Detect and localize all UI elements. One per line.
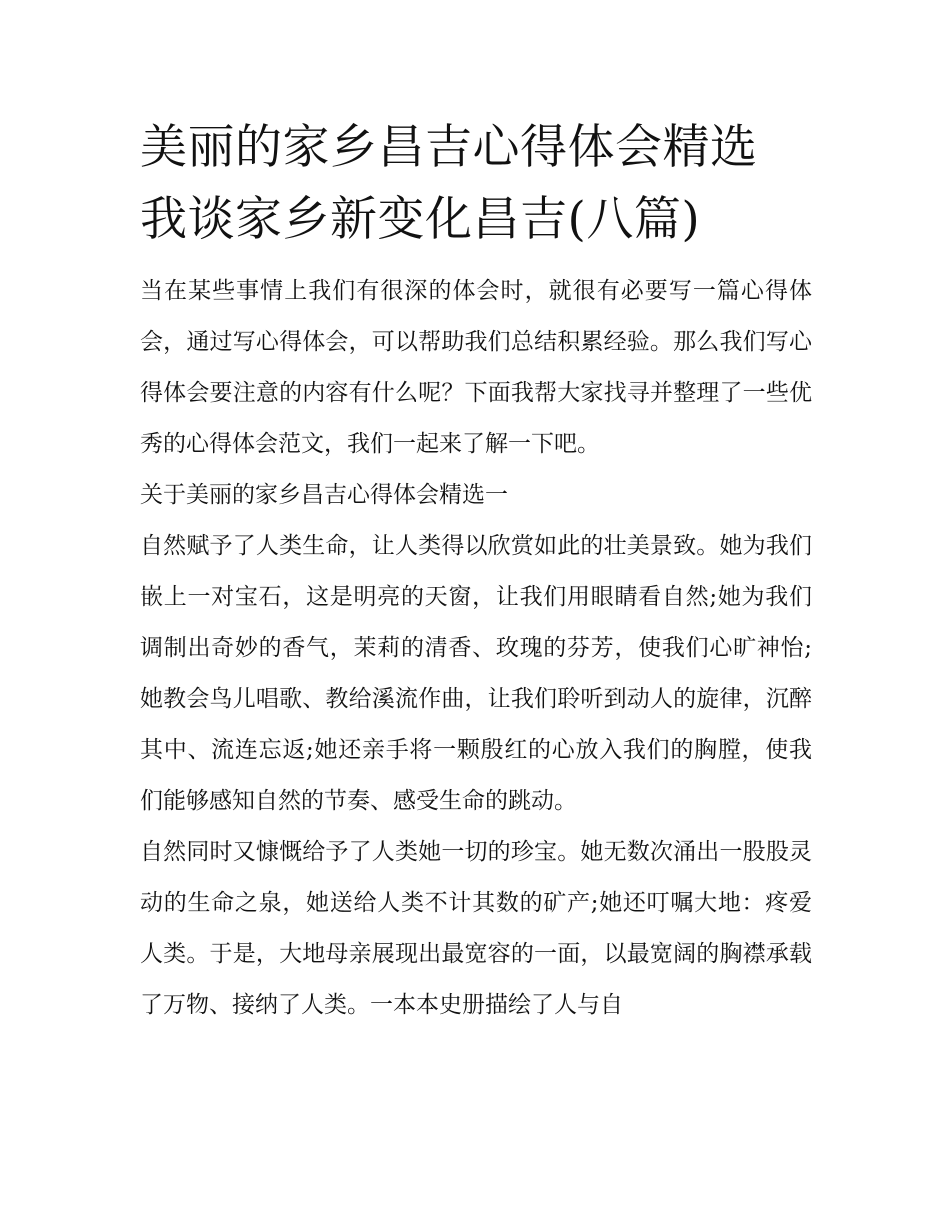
- title-line-2: 我谈家乡新变化昌吉(八篇): [140, 192, 701, 247]
- body-paragraph-1: 自然赋予了人类生命，让人类得以欣赏如此的壮美景致。她为我们嵌上一对宝石，这是明亮的天窗，让我们用眼睛看自然;她为我们调制出奇妙的香气，茉莉的清香、玫瑰的芬芳，使我们心旷神怡;她教会鸟儿唱歌、教给溪流作曲，让我们聆听到动人的旋律，沉醉其中、流连忘返;她还亲手将一颗殷红的心放入我们的胸膛，使我们能够感知自然的节奏、感受生命的跳动。: [140, 533, 812, 814]
- section-heading: 关于美丽的家乡昌吉心得体会精选一: [140, 482, 508, 508]
- title-line-1: 美丽的家乡昌吉心得体会精选: [140, 120, 758, 175]
- document-body: [140, 112, 812, 1031]
- body-paragraph-2: 自然同时又慷慨给予了人类她一切的珍宝。她无数次涌出一股股灵动的生命之泉，她送给人类不计其数的矿产;她还叮嘱大地：疼爱人类。于是，大地母亲展现出最宽容的一面，以最宽阔的胸襟承载了万物、接纳了人类。一本本史册描绘了人与自: [140, 839, 812, 1018]
- document-title: [140, 112, 812, 256]
- intro-paragraph: 当在某些事情上我们有很深的体会时，就很有必要写一篇心得体会，通过写心得体会，可以帮助我们总结积累经验。那么我们写心得体会要注意的内容有什么呢？下面我帮大家找寻并整理了一些优秀的心得体会范文，我们一起来了解一下吧。: [140, 278, 812, 457]
